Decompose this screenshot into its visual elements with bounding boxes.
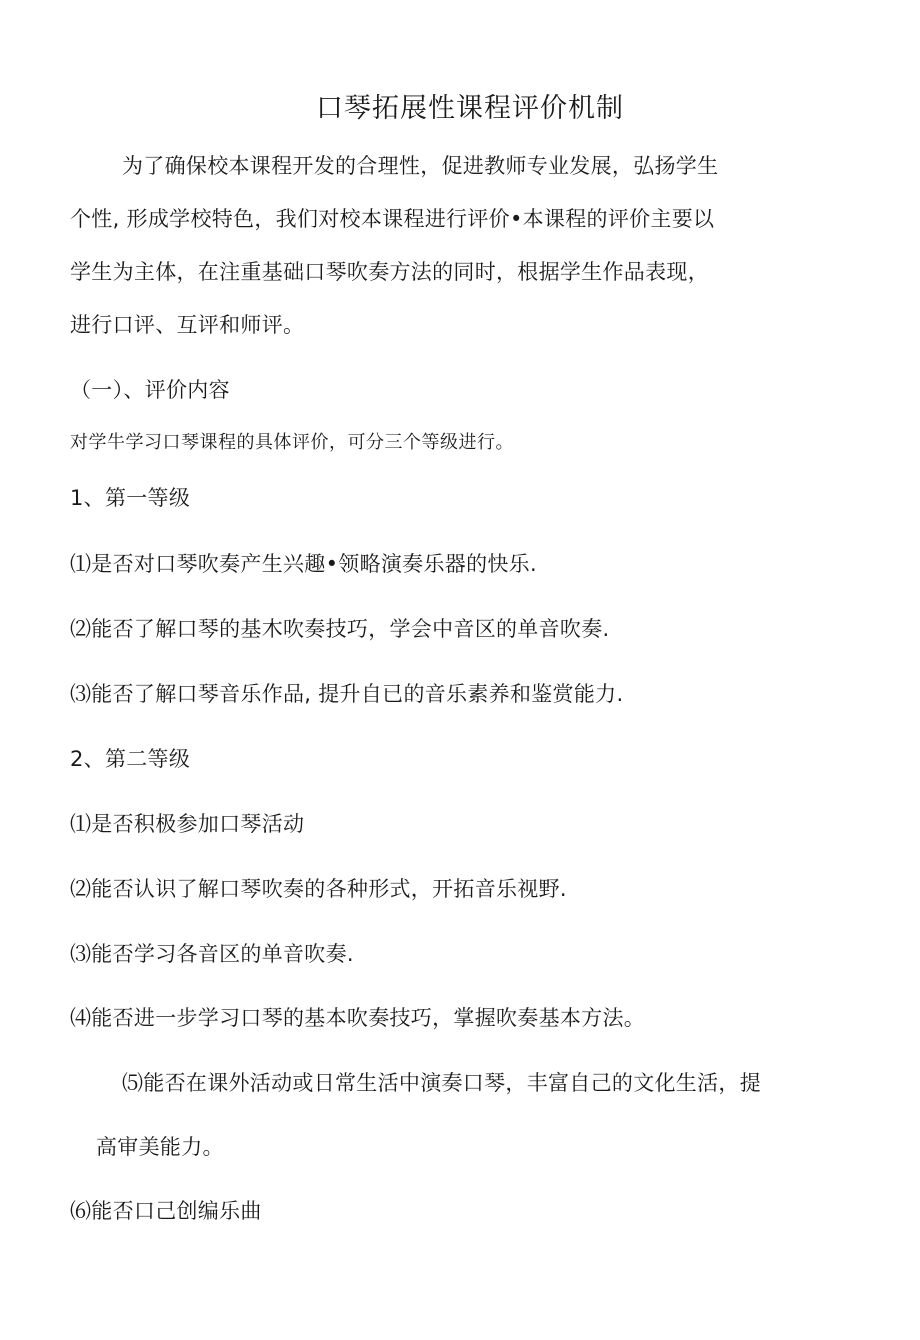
intro-line-3: 学生为主体，在注重基础口琴吹奏方法的同时，根据学生作品表现， [70, 260, 709, 284]
section-heading: （一）、评价内容 [70, 378, 230, 402]
intro-line-2: 个性, 形成学校特色，我们对校本课程进行评价•本课程的评价主要以 [70, 207, 715, 231]
document-title: 口琴拓展性课程评价机制 [316, 93, 624, 124]
level-1-item-3: ⑶能否了解口琴音乐作品, 提升自已的音乐素养和鉴赏能力. [70, 682, 624, 706]
level-2-item-4: ⑷能否进一步学习口琴的基本吹奏技巧，掌握吹奏基本方法。 [70, 1006, 646, 1030]
level-2-item-2: ⑵能否认识了解口琴吹奏的各种形式，开拓音乐视野. [70, 877, 567, 901]
intro-line-4: 进行口评、互评和师评。 [70, 313, 305, 337]
level-2-item-6: ⑹能否口己创编乐曲 [70, 1199, 262, 1223]
level-1-item-2: ⑵能否了解口琴的基木吹奏技巧，学会中音区的单音吹奏. [70, 617, 610, 641]
level-2-item-1: ⑴是否积极参加口琴活动 [70, 812, 305, 836]
section-note: 对学牛学习口琴课程的具体评价，可分三个等级进行。 [70, 432, 514, 453]
level-2-heading: 2、第二等级 [70, 747, 191, 771]
level-1-item-1: ⑴是否对口琴吹奏产生兴趣•领略演奏乐器的快乐. [70, 552, 537, 576]
level-2-item-3: ⑶能否学习各音区的单音吹奏. [70, 942, 354, 966]
level-2-item-5-continued: 高审美能力。 [96, 1135, 224, 1159]
level-2-item-5: ⑸能否在课外活动或日常生活中演奏口琴，丰富自己的文化生活，提 [122, 1071, 761, 1095]
intro-line-1: 为了确保校本课程开发的合理性，促进教师专业发展，弘扬学生 [122, 154, 719, 178]
level-1-heading: 1、第一等级 [70, 486, 191, 510]
